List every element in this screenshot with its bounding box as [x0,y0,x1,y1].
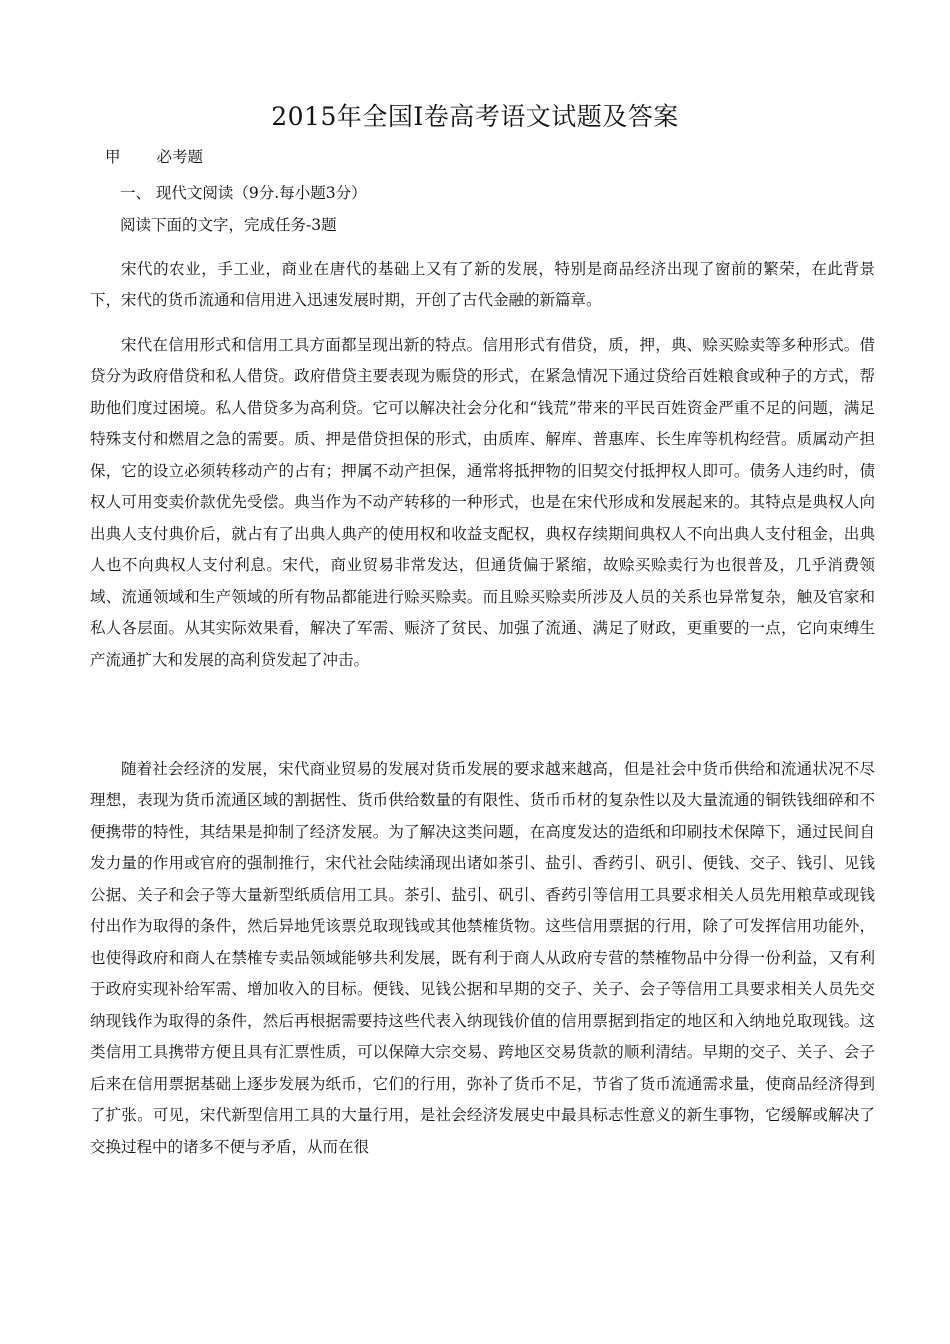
instruction-text: 阅读下面的文字，完成任务-3题 [120,216,337,234]
paragraph-2: 宋代在信用形式和信用工具方面都呈现出新的特点。信用形式有借贷，质，押，典、赊买赊卖等多种形式。借贷分为政府借贷和私人借贷。政府借贷主要表现为赈贷的形式，在紧急情况下通过贷给百姓粮食或种子的方式，帮助他们度过困境。私人借贷多为高利贷。它可以解决社会分化和“钱荒”带来的平民百姓资金严重不足的问题，满足特殊支付和燃眉之急的需要。质、押是借贷担保的形式，由质库、解库、普惠库、长生库等机构经营。质属动产担保，它的设立必须转移动产的占有；押属不动产担保，通常将抵押物的旧契交付抵押权人即可。债务人违约时，债权人可用变卖价款优先受偿。典当作为不动产转移的一种形式，也是在宋代形成和发展起来的。其特点是典权人向出典人支付典价后，就占有了出典人典产的使用权和收益支配权，典权存续期间典权人不向出典人支付租金，出典人也不向典权人支付利息。宋代，商业贸易非常发达，但通货偏于紧缩，故赊买赊卖行为也很普及，几乎消费领域、流通领域和生产领域的所有物品都能进行赊买赊卖。而且赊买赊卖所涉及人员的关系也异常复杂，触及官家和私人各层面。从其实际效果看，解决了军需、赈济了贫民、加强了流通、满足了财政，更重要的一点，它向束缚生产流通扩大和发展的高利贷发起了冲击。 [90,335,875,669]
document-title: 2015年全国Ⅰ卷高考语文试题及答案 [271,102,679,131]
paragraph-1: 宋代的农业，手工业，商业在唐代的基础上又有了新的发展，特别是商品经济出现了窗前的繁荣，在此背景下，宋代的货币流通和信用进入迅速发展时期，开创了古代金融的新篇章。 [90,259,875,309]
section-label: 甲 [105,148,121,166]
section-name: 必考题 [156,148,204,166]
section-heading [105,146,203,168]
part-heading: 一、 现代文阅读（9分.每小题3分） [120,184,367,202]
paragraph-3: 随着社会经济的发展，宋代商业贸易的发展对货币发展的要求越来越高，但是社会中货币供给和流通状况不尽理想，表现为货币流通区域的割据性、货币供给数量的有限性、货币币材的复杂性以及大量流通的铜铁钱细碎和不便携带的特性，其结果是抑制了经济发展。为了解决这类问题，在高度发达的造纸和印刷技术保障下，通过民间自发力量的作用或官府的强制推行，宋代社会陆续涌现出诸如茶引、盐引、香药引、矾引、便钱、交子、钱引、见钱公据、关子和会子等大量新型纸质信用工具。茶引、盐引、矾引、香药引等信用工具要求相关人员先用粮草或现钱付出作为取得的条件，然后异地凭该票兑取现钱或其他禁榷货物。这些信用票据的行用，除了可发挥信用功能外，也使得政府和商人在禁榷专卖品领域能够共利发展，既有利于商人从政府专营的禁榷物品中分得一份利益，又有利于政府实现补给军需、增加收入的目标。便钱、见钱公据和早期的交子、关子、会子等信用工具要求相关人员先交纳现钱作为取得的条件，然后再根据需要持这些代表入纳现钱价值的信用票据到指定的地区和入纳地兑取现钱。这类信用工具携带方便且具有汇票性质，可以保障大宗交易、跨地区交易货款的顺利清结。早期的交子、关子、会子后来在信用票据基础上逐步发展为纸币，它们的行用，弥补了货币不足，节省了货币流通需求量，使商品经济得到了扩张。可见，宋代新型信用工具的大量行用，是社会经济发展史中最具标志性意义的新生事物，它缓解或解决了交换过程中的诸多不便与矛盾，从而在很 [90,759,875,1156]
